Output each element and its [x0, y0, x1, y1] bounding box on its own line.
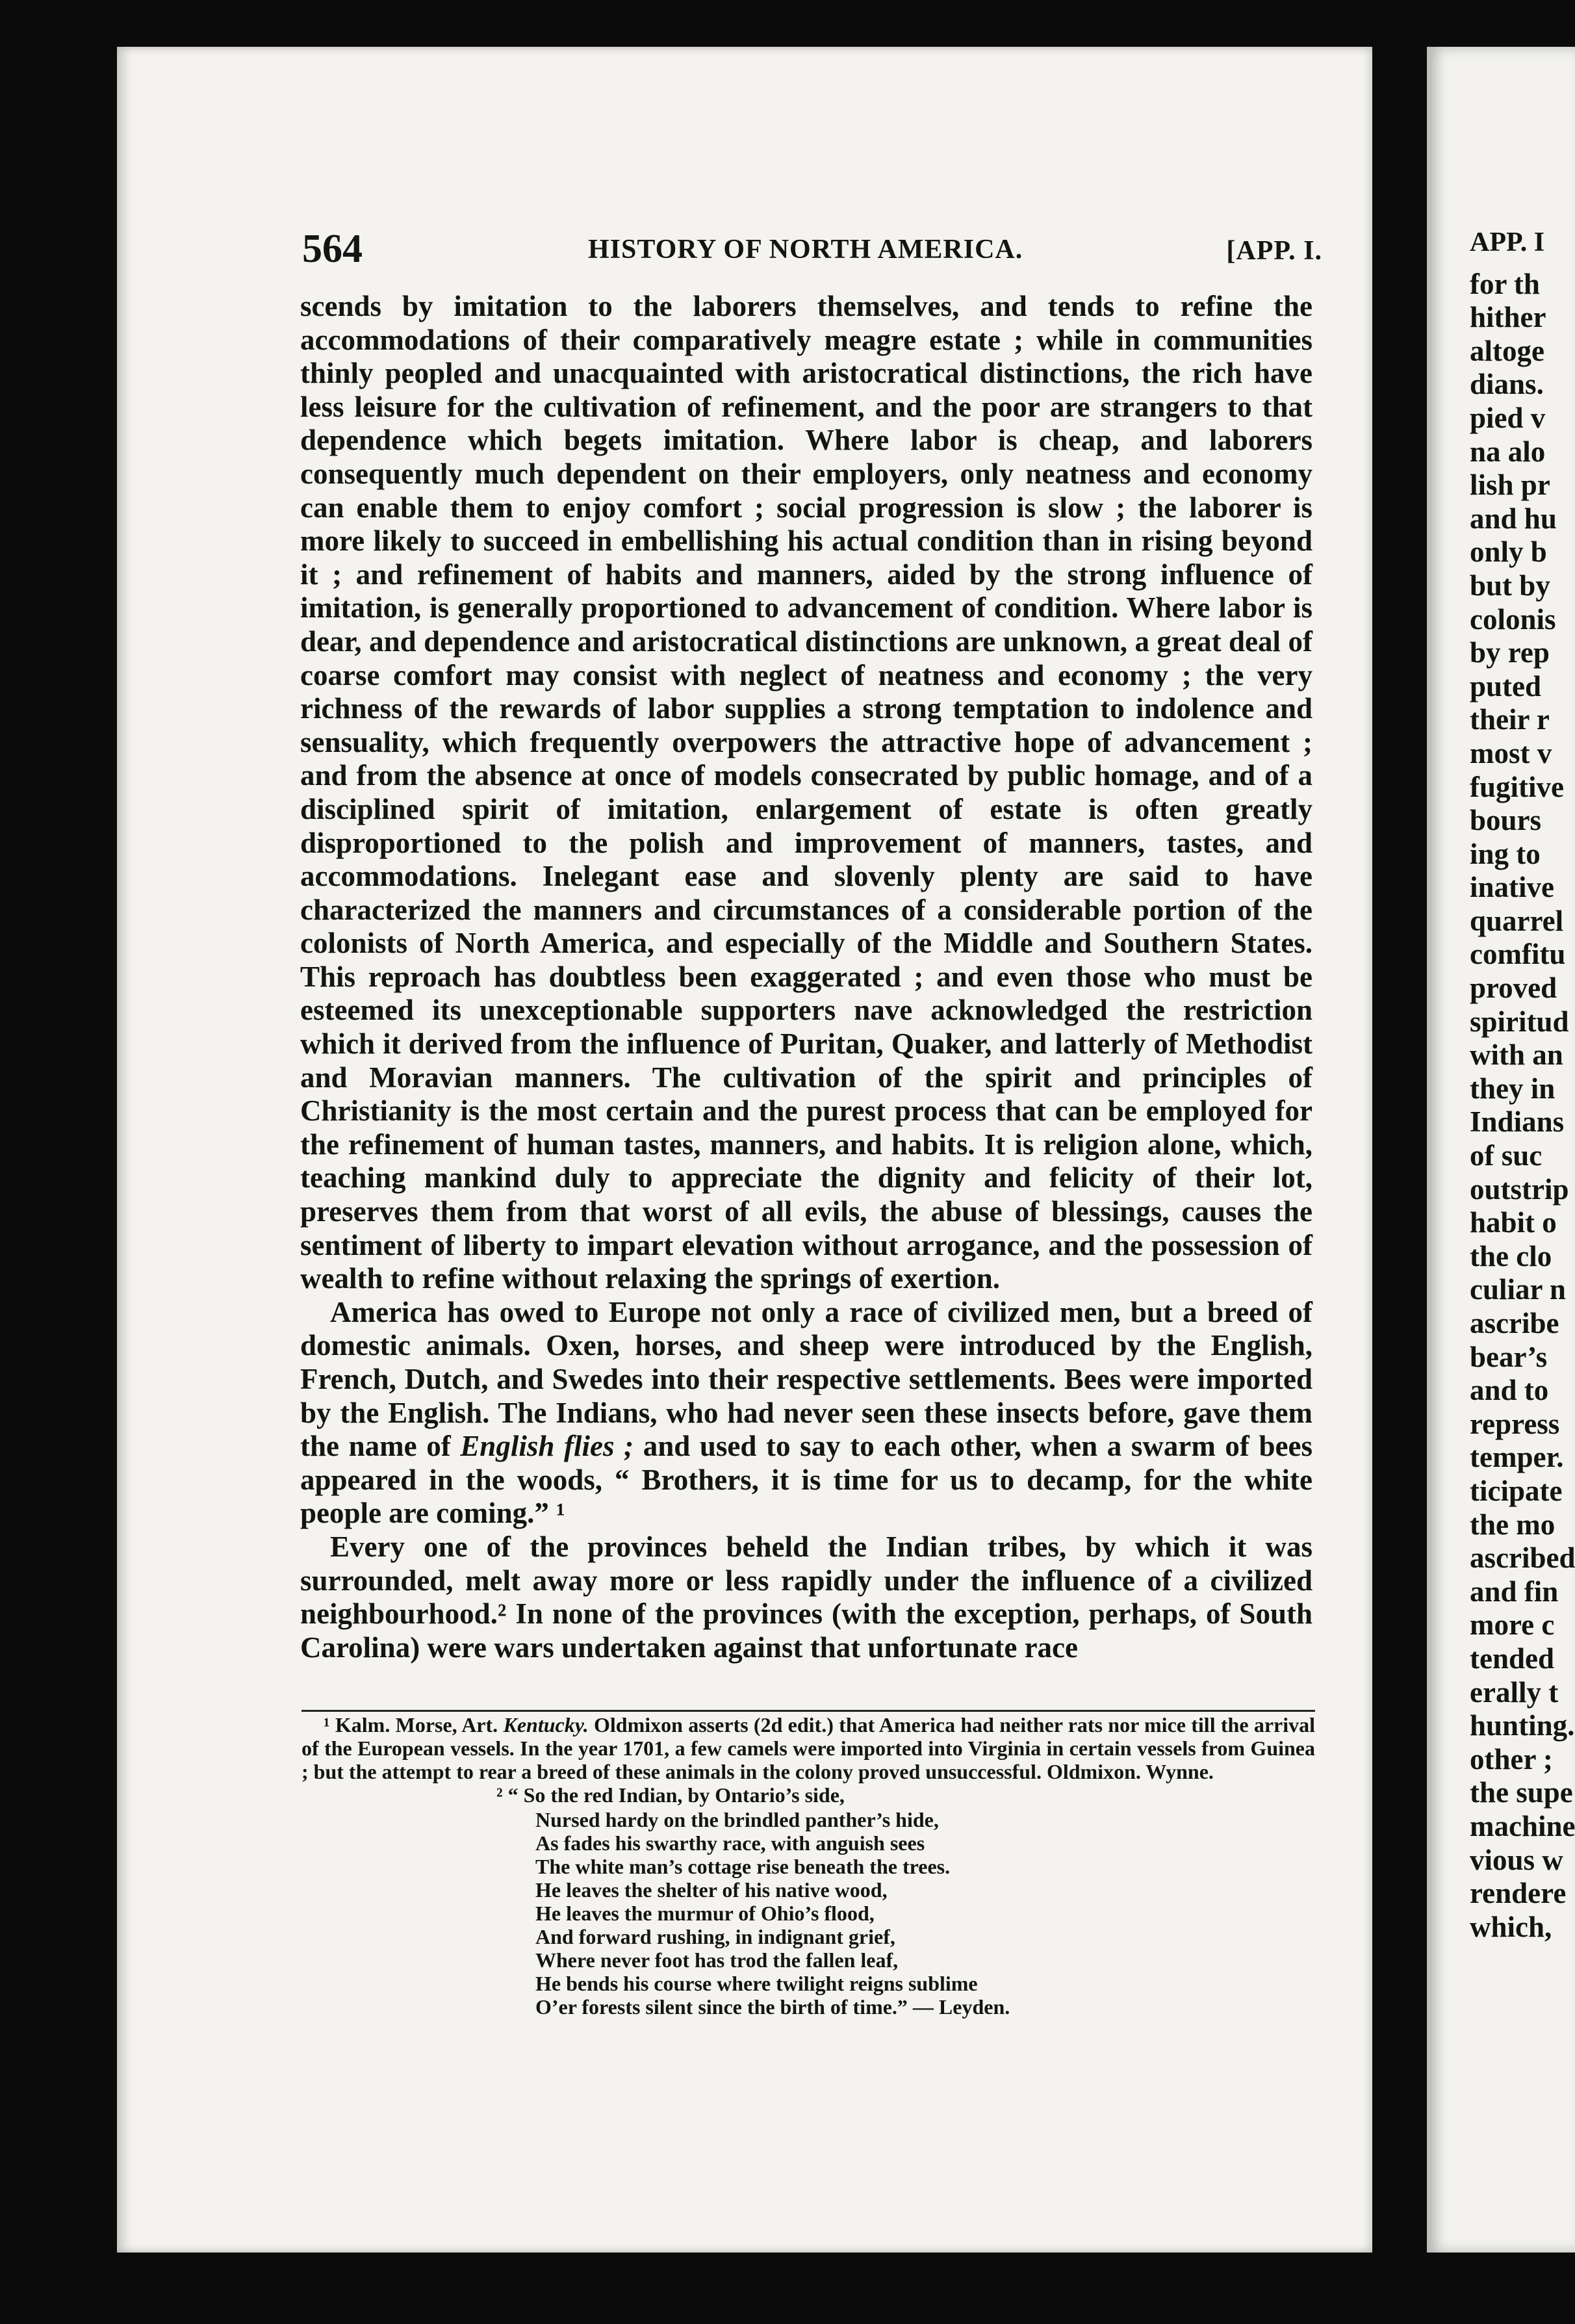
right-page-line: of suc: [1470, 1139, 1543, 1172]
footnote-1-italic: Kentucky.: [503, 1713, 589, 1737]
right-page-line: dians.: [1470, 368, 1544, 401]
right-page-line: they in: [1470, 1072, 1556, 1105]
right-page-line: the supe: [1470, 1776, 1573, 1809]
right-page-line: culiar n: [1470, 1273, 1566, 1306]
right-page-line: ing to: [1470, 837, 1541, 870]
body-text: [300, 290, 1312, 1664]
right-page-line: for th: [1470, 267, 1540, 300]
right-page-line: other ;: [1470, 1742, 1553, 1775]
page-number: 564: [302, 227, 363, 271]
right-page-line: bear’s: [1470, 1340, 1548, 1373]
page-header: [302, 226, 1322, 278]
right-page-line: most v: [1470, 736, 1552, 769]
right-page-line: machine: [1470, 1809, 1575, 1842]
running-title: HISTORY OF NORTH AMERICA.: [588, 235, 1023, 265]
footnotes: [301, 1713, 1315, 2019]
right-page-line: repress: [1470, 1407, 1560, 1440]
right-page-line: Indians: [1470, 1105, 1565, 1139]
right-page-line: fugitive: [1470, 770, 1564, 803]
poem-line: He leaves the murmur of Ohio’s flood,: [535, 1902, 875, 1925]
right-page-line: ticipate: [1470, 1474, 1563, 1507]
right-page-line: ascribed: [1470, 1542, 1575, 1575]
right-page-line: puted: [1470, 669, 1542, 703]
right-page-line: vious w: [1470, 1843, 1563, 1876]
right-page-line: by rep: [1470, 636, 1550, 669]
right-page-header: APP. I: [1470, 227, 1545, 257]
paragraph-1: scends by imitation to the laborers themselves, and tends to refine the accommodations of their comparatively meagre estate ; while in communities thinly peopled and unacquainted with aristocratical distinctions, the rich have less leisure for the cultivation of refinement, and the poor are strangers to that dependence which begets imitation. Where labor is cheap, and laborers consequently much dependent on their employers, only neatness and economy can enable them to enjoy comfort ; social progression is slow ; the laborer is more likely to succeed in embellishing his actual condition than in rising beyond it ; and refinement of habits and manners, aided by the strong influence of imitation, is generally proportioned to advancement of condition. Where labor is dear, and dependence and aristocratical distinctions are unknown, a great deal of coarse comfort may consist with neglect of neatness and economy ; the very richness of the rewards of labor supplies a strong temptation to indolence and sensuality, which frequently overpowers the attractive hope of advancement ; and from the absence at once of models consecrated by public homage, and of a disciplined spirit of imitation, enlargement of estate is often greatly disproportioned to the polish and improvement of manners, tastes, and accommodations. Inelegant ease and slovenly plenty are said to have characterized the manners and circumstances of a considerable portion of the colonists of North America, and especially of the Middle and Southern States. This reproach has doubtless been exaggerated ; and even those who must be esteemed its unexceptionable supporters nave acknowledged the restriction which it derived from the influence of Puritan, Quaker, and latterly of Methodist and Moravian manners. The cultivation of the spirit and principles of Christianity is the most certain and the purest process that can be employed for the refinement of human tastes, manners, and habits. It is religion alone, which, teaching mankind duly to appreciate the dignity and felicity of their lot, preserves them from that worst of all evils, the abuse of blessings, causes the sentiment of liberty to impart elevation without arrogance, and the possession of wealth to refine without relaxing the springs of exertion.: [300, 290, 1312, 1295]
right-page-line: outstrip: [1470, 1172, 1569, 1206]
right-page-line: rendere: [1470, 1877, 1567, 1910]
right-page-line: na alo: [1470, 435, 1546, 468]
footnote-2-intro: ² “ So the red Indian, by Ontario’s side,: [496, 1783, 845, 1807]
poem-line: As fades his swarthy race, with anguish sees: [535, 1831, 925, 1855]
footnote-1-text-a: ¹ Kalm. Morse, Art.: [324, 1713, 504, 1737]
right-page-line: altoge: [1470, 334, 1544, 367]
right-page-line: erally t: [1470, 1675, 1559, 1709]
poem-line: The white man’s cottage rise beneath the trees.: [535, 1855, 951, 1878]
right-page-line: and hu: [1470, 502, 1557, 535]
right-page-line: ascribe: [1470, 1307, 1559, 1339]
right-page-line: more c: [1470, 1608, 1555, 1642]
right-page-line: hunting.: [1470, 1709, 1575, 1742]
right-page-line: habit o: [1470, 1206, 1557, 1239]
right-page-line: the mo: [1470, 1508, 1556, 1541]
poem-line: He leaves the shelter of his native wood,: [535, 1878, 888, 1902]
right-page-line: their r: [1470, 703, 1550, 736]
right-page-line: colonis: [1470, 602, 1556, 636]
paragraph-2-text-a: America has owed to Europe not only a race of civilized men, but a breed of domestic animals. Oxen, horses, and sheep were introduced by the English, French, Dutch, and Swedes into their respective settlements. Bees were imported by the English. The Indians, who had never seen these insects before, gave them the name of: [300, 1295, 1312, 1463]
right-page-line: lish pr: [1470, 469, 1550, 502]
poem-line: Where never foot has trod the fallen leaf,: [535, 1948, 899, 1972]
right-page-line: spiritud: [1470, 1005, 1569, 1038]
right-page-line: the clo: [1470, 1239, 1552, 1272]
right-page-line: comfitu: [1470, 938, 1566, 971]
right-page-line: pied v: [1470, 401, 1546, 434]
paragraph-2-text-b: and used to say to each other, when a swarm of bees appeared in the woods, “ Brothers, it is time for us to decamp, for the white people are coming.” ¹: [300, 1430, 1313, 1530]
paragraph-2-italic: English flies ;: [460, 1430, 634, 1463]
right-page-text: [1470, 226, 1575, 1944]
right-page-line: and to: [1470, 1374, 1549, 1407]
right-page-line: bours: [1470, 804, 1542, 837]
right-page-line: which,: [1470, 1910, 1552, 1943]
paragraph-3: Every one of the provinces beheld the Indian tribes, by which it was surrounded, melt away more or less rapidly under the influence of a civilized neighbourhood.² In none of the provinces (with the exception, perhaps, of South Carolina) were wars undertaken against that unfortunate race: [300, 1530, 1312, 1664]
footnote-1: [301, 1713, 1315, 1783]
paragraph-2: [300, 1296, 1312, 1530]
poem-line: O’er forests silent since the birth of time.” — Leyden.: [535, 1995, 1010, 2019]
footnote-rule: [301, 1710, 1315, 1712]
right-page-line: inative: [1470, 871, 1554, 904]
footnote-1-text-b: Oldmixon asserts (2d edit.) that America had neither rats nor mice till the arrival of the European vessels. In the year 1701, a few camels were imported into Virginia in certain vessels from Guinea ; but the attempt to rear a breed of these animals in the colony proved unsuccessful. Oldmixon. Wynne.: [301, 1713, 1316, 1783]
right-page-lines: [1470, 268, 1575, 1944]
right-page-line: temper.: [1470, 1441, 1564, 1474]
right-page-line: only b: [1470, 536, 1547, 569]
right-page-line: tended: [1470, 1642, 1555, 1675]
right-page-line: hither: [1470, 301, 1546, 334]
footnote-2-poem: [535, 1808, 1315, 2019]
poem-line: And forward rushing, in indignant grief,: [535, 1925, 895, 1948]
right-page-line: proved: [1470, 972, 1557, 1005]
poem-line: Nursed hardy on the brindled panther’s hide,: [535, 1808, 939, 1831]
section-mark: [APP. I.: [1226, 236, 1322, 266]
right-page-line: and fin: [1470, 1575, 1559, 1608]
poem-line: He bends his course where twilight reigns sublime: [535, 1972, 978, 1995]
right-page-line: quarrel: [1470, 904, 1564, 937]
right-page-line: with an: [1470, 1039, 1563, 1072]
right-page-line: but by: [1470, 569, 1550, 602]
